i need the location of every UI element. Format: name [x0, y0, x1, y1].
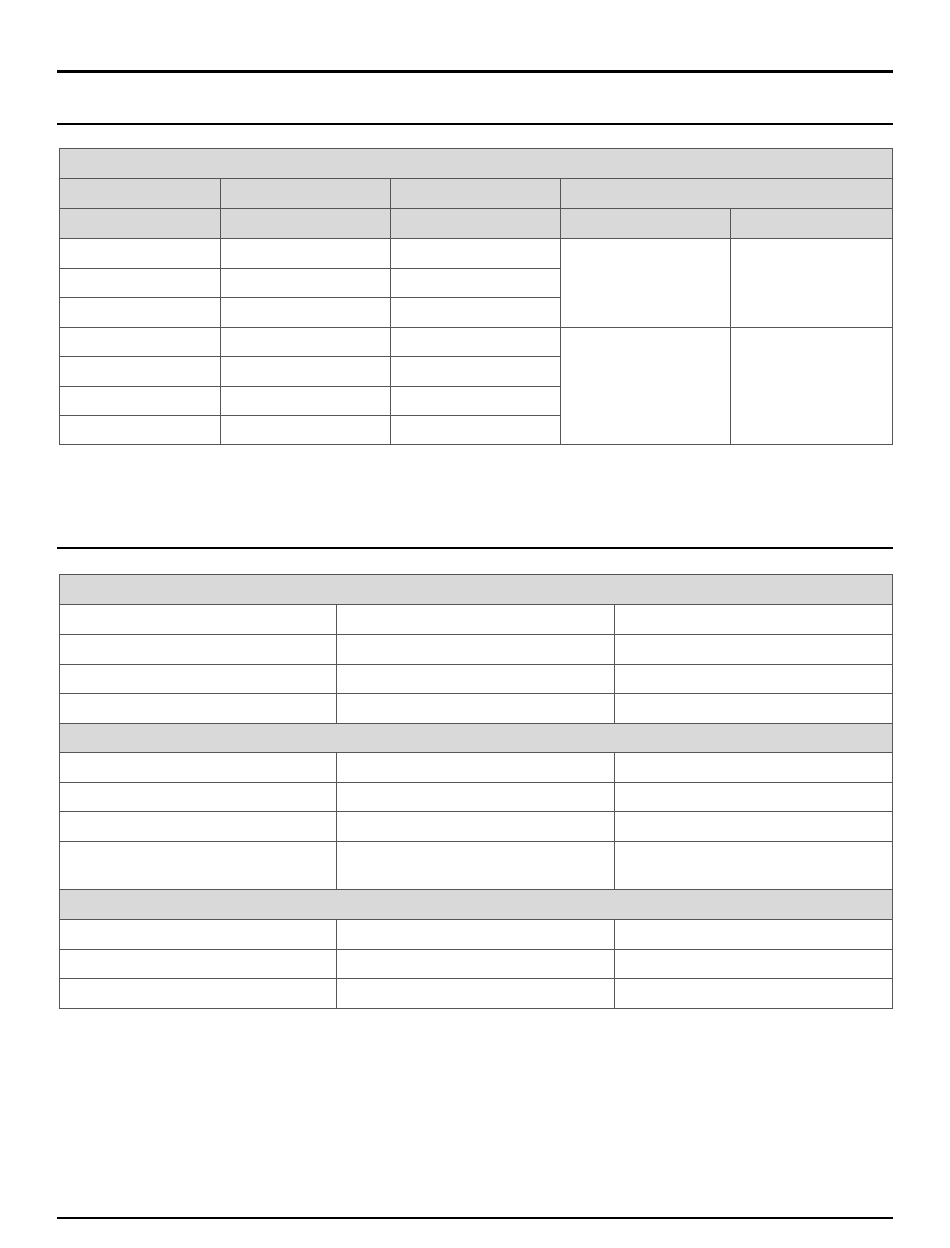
table-cell [221, 328, 391, 357]
table-1-title-cell [60, 149, 893, 179]
table-row [60, 842, 893, 890]
table-cell [60, 328, 221, 357]
table-cell [337, 979, 615, 1009]
table-cell [60, 416, 221, 445]
footer-rule [57, 1217, 893, 1219]
table-cell [615, 753, 893, 783]
table-cell [60, 269, 221, 298]
table-cell [615, 812, 893, 842]
table-2-group-header [60, 890, 893, 920]
table-cell [60, 239, 221, 269]
table-1-header-cell [391, 209, 561, 239]
table-1-header-cell [60, 209, 221, 239]
table-row [60, 665, 893, 694]
table-cell [391, 269, 561, 298]
table-1-header-cell [391, 179, 561, 209]
table-cell [60, 753, 337, 783]
table-1-header-cell [731, 209, 893, 239]
table-1-header-cell [221, 209, 391, 239]
table-1-header-row-1 [60, 179, 893, 209]
table-cell [60, 298, 221, 328]
table-cell [337, 665, 615, 694]
table-cell [615, 920, 893, 950]
table-cell [337, 635, 615, 665]
table-cell [337, 920, 615, 950]
table-cell [60, 357, 221, 387]
table-2-group-header [60, 724, 893, 753]
table-row [60, 979, 893, 1009]
table-cell [60, 665, 337, 694]
section-2-rule [57, 547, 893, 549]
table-cell [391, 387, 561, 416]
table-cell-merged [561, 239, 731, 328]
table-cell [60, 694, 337, 724]
table-cell [221, 298, 391, 328]
table-row [60, 635, 893, 665]
table-row [60, 950, 893, 979]
table-cell [337, 812, 615, 842]
table-cell [615, 635, 893, 665]
table-row [60, 605, 893, 635]
table-row [60, 783, 893, 812]
table-cell [337, 783, 615, 812]
table-cell [221, 357, 391, 387]
table-cell [391, 328, 561, 357]
table-cell [221, 239, 391, 269]
table-cell [391, 239, 561, 269]
table-cell [60, 387, 221, 416]
table-row [60, 753, 893, 783]
top-rule [57, 70, 893, 73]
table-row [60, 812, 893, 842]
table-cell [60, 783, 337, 812]
table-cell [221, 387, 391, 416]
table-row [60, 920, 893, 950]
table-cell [221, 416, 391, 445]
table-cell-merged [731, 328, 893, 445]
table-cell [60, 979, 337, 1009]
specification-table-1 [59, 148, 893, 445]
table-cell [615, 842, 893, 890]
table-cell [337, 605, 615, 635]
table-cell [60, 635, 337, 665]
table-cell [60, 812, 337, 842]
table-cell [60, 842, 337, 890]
table-row [60, 239, 893, 269]
table-cell [391, 416, 561, 445]
table-1-header-cell-spanning [561, 179, 893, 209]
table-row [60, 328, 893, 357]
specification-table-2 [59, 574, 893, 1009]
table-cell [337, 694, 615, 724]
table-row [60, 694, 893, 724]
table-cell [615, 950, 893, 979]
table-1-header-cell [561, 209, 731, 239]
group-header-cell [60, 890, 893, 920]
table-cell-merged [731, 239, 893, 328]
table-cell [615, 783, 893, 812]
table-1-header-cell [60, 179, 221, 209]
table-1-title-row [60, 149, 893, 179]
group-header-cell [60, 724, 893, 753]
table-cell [221, 269, 391, 298]
table-cell-merged [561, 328, 731, 445]
table-cell [60, 920, 337, 950]
table-cell [615, 694, 893, 724]
group-header-cell [60, 575, 893, 605]
table-cell [615, 605, 893, 635]
table-cell [615, 665, 893, 694]
table-cell [615, 979, 893, 1009]
section-1-rule [57, 123, 893, 125]
table-cell [391, 298, 561, 328]
table-cell [391, 357, 561, 387]
table-cell [337, 950, 615, 979]
table-cell [337, 842, 615, 890]
table-cell [60, 605, 337, 635]
table-2-group-header [60, 575, 893, 605]
table-cell [337, 753, 615, 783]
table-1-header-row-2 [60, 209, 893, 239]
table-1-header-cell [221, 179, 391, 209]
table-cell [60, 950, 337, 979]
